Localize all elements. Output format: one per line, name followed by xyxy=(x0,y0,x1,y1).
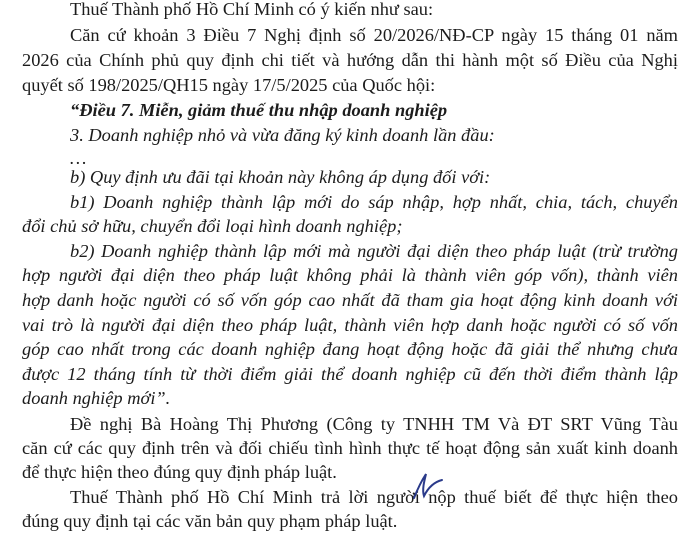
text-line: b) Quy định ưu đãi tại khoản này không áp dụng đối với: xyxy=(70,167,491,187)
text-line: 2026 của Chính phủ quy định chi tiết và hướng dẫn thi hành một số Điều của Nghị xyxy=(22,50,678,70)
text-line: đúng quy định tại các văn bản quy phạm pháp luật. xyxy=(22,511,398,531)
text-line: được 12 tháng tính từ thời điểm giải thể doanh nghiệp cũ đến thời điểm thành lập xyxy=(22,364,678,384)
text-line: b1) Doanh nghiệp thành lập mới do sáp nhập, hợp nhất, chia, tách, chuyển xyxy=(70,192,678,212)
text-line: quyết số 198/2025/QH15 ngày 17/5/2025 của Quốc hội: xyxy=(22,75,436,95)
text-line: hợp danh hoặc người có số vốn góp cao nhất đã tham gia hoạt động kinh doanh với xyxy=(22,290,678,310)
text-line: Thuế Thành phố Hồ Chí Minh trả lời người nộp thuế biết để thực hiện theo xyxy=(70,487,678,507)
text-line: doanh nghiệp mới”. xyxy=(22,388,171,408)
ellipsis-line: … xyxy=(70,148,87,168)
text-line: Thuế Thành phố Hồ Chí Minh có ý kiến như sau: xyxy=(70,0,434,19)
text-line: góp cao nhất trong các doanh nghiệp đang hoạt động hoặc đã giải thể nhưng chưa xyxy=(22,339,678,359)
text-line: để thực hiện theo đúng quy định pháp luật. xyxy=(22,462,337,482)
text-line: hợp người đại diện theo pháp luật không phải là thành viên góp vốn), thành viên xyxy=(22,265,678,285)
text-line: vai trò là người đại diện theo pháp luật, thành viên hợp danh hoặc người có số vốn xyxy=(22,315,678,335)
signature-mark xyxy=(408,470,448,502)
text-line: b2) Doanh nghiệp thành lập mới mà người đại diện theo pháp luật (trừ trường xyxy=(70,241,678,261)
text-line: Căn cứ khoản 3 Điều 7 Nghị định số 20/2026/NĐ-CP ngày 15 tháng 01 năm xyxy=(70,25,678,45)
text-line: Đề nghị Bà Hoàng Thị Phương (Công ty TNHH TM Và ĐT SRT Vũng Tàu xyxy=(70,414,678,434)
text-line: đổi chủ sở hữu, chuyển đổi loại hình doanh nghiệp; xyxy=(22,216,403,236)
text-line: 3. Doanh nghiệp nhỏ và vừa đăng ký kinh doanh lần đầu: xyxy=(70,125,495,145)
article-heading: “Điều 7. Miễn, giảm thuế thu nhập doanh nghiệp xyxy=(70,100,448,120)
text-line: căn cứ các quy định trên và đối chiếu tình hình thực tế hoạt động sản xuất kinh doanh xyxy=(22,438,678,458)
